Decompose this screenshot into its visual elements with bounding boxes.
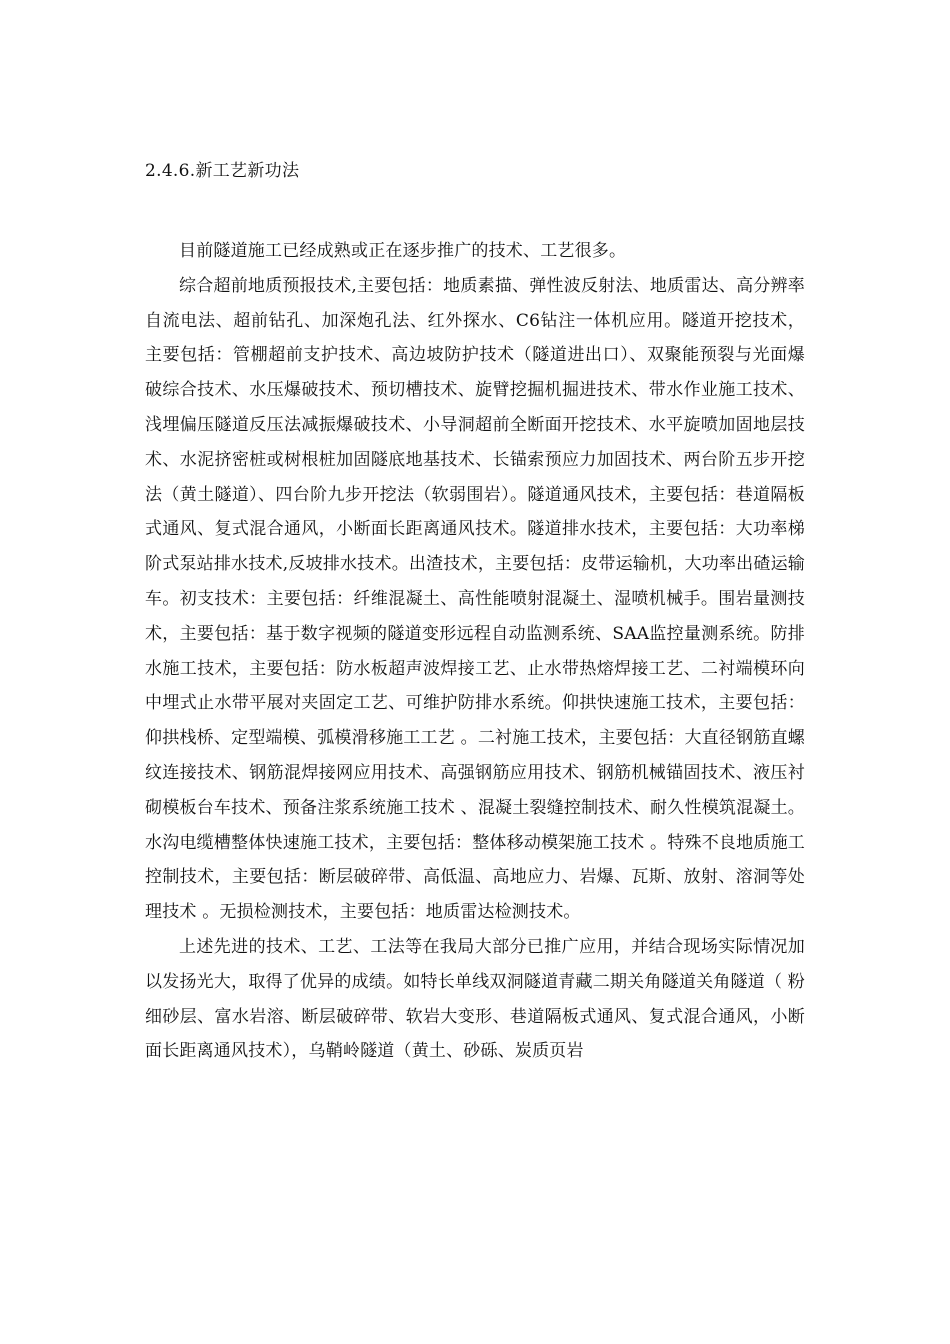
paragraph-technologies: 综合超前地质预报技术,主要包括：地质素描、弹性波反射法、地质雷达、高分辨率自流电法、超前钻孔、加深炮孔法、红外探水、C6钻注一体机应用。隧道开挖技术，主要包括：管棚超前支护技术、高边坡防护技术（隧道进出口）、双聚能预裂与光面爆破综合技术、水压爆破技术、预切槽技术、旋臂挖掘机掘进技术、带水作业施工技术、浅埋偏压隧道反压法减振爆破技术、小导洞超前全断面开挖技术、水平旋喷加固地层技术、水泥挤密桩或树根桩加固隧底地基技术、长锚索预应力加固技术、两台阶五步开挖法（黄土隧道）、四台阶九步开挖法（软弱围岩）。隧道通风技术，主要包括：巷道隔板式通风、复式混合通风，小断面长距离通风技术。隧道排水技术，主要包括：大功率梯阶式泵站排水技术,反坡排水技术。出渣技术，主要包括：皮带运输机，大功率出碴运输车。初支技术：主要包括：纤维混凝土、高性能喷射混凝土、湿喷机械手。围岩量测技术，主要包括：基于数字视频的隧道变形远程自动监测系统、SAA监控量测系统。防排水施工技术，主要包括：防水板超声波焊接工艺、止水带热熔焊接工艺、二衬端模环向中埋式止水带平展对夹固定工艺、可维护防排水系统。仰拱快速施工技术，主要包括：仰拱栈桥、定型端模、弧模滑移施工工艺 。二衬施工技术，主要包括：大直径钢筋直螺纹连接技术、钢筋混焊接网应用技术、高强钢筋应用技术、钢筋机械锚固技术、液压衬砌模板台车技术、预备注浆系统施工技术 、混凝土裂缝控制技术、耐久性模筑混凝土。水沟电缆槽整体快速施工技术，主要包括：整体移动模架施工技术 。特殊不良地质施工控制技术，主要包括：断层破碎带、高低温、高地应力、岩爆、瓦斯、放射、溶洞等处理技术 。无损检测技术，主要包括：地质雷达检测技术。 [145,275,805,923]
body-text [145,234,805,1069]
section-heading: 2.4.6.新工艺新功法 [145,161,300,181]
paragraph-applications: 上述先进的技术、工艺、工法等在我局大部分已推广应用，并结合现场实际情况加以发扬光大，取得了优异的成绩。如特长单线双洞隧道青藏二期关角隧道关角隧道（ 粉细砂层、富水岩溶、断层破碎带、软岩大变形、巷道隔板式通风、复式混合通风，小断面长距离通风技术），乌鞘岭隧道（黄土、砂砾、炭质页岩 [145,936,805,1062]
paragraph-intro: 目前隧道施工已经成熟或正在逐步推广的技术、工艺很多。 [179,241,627,261]
